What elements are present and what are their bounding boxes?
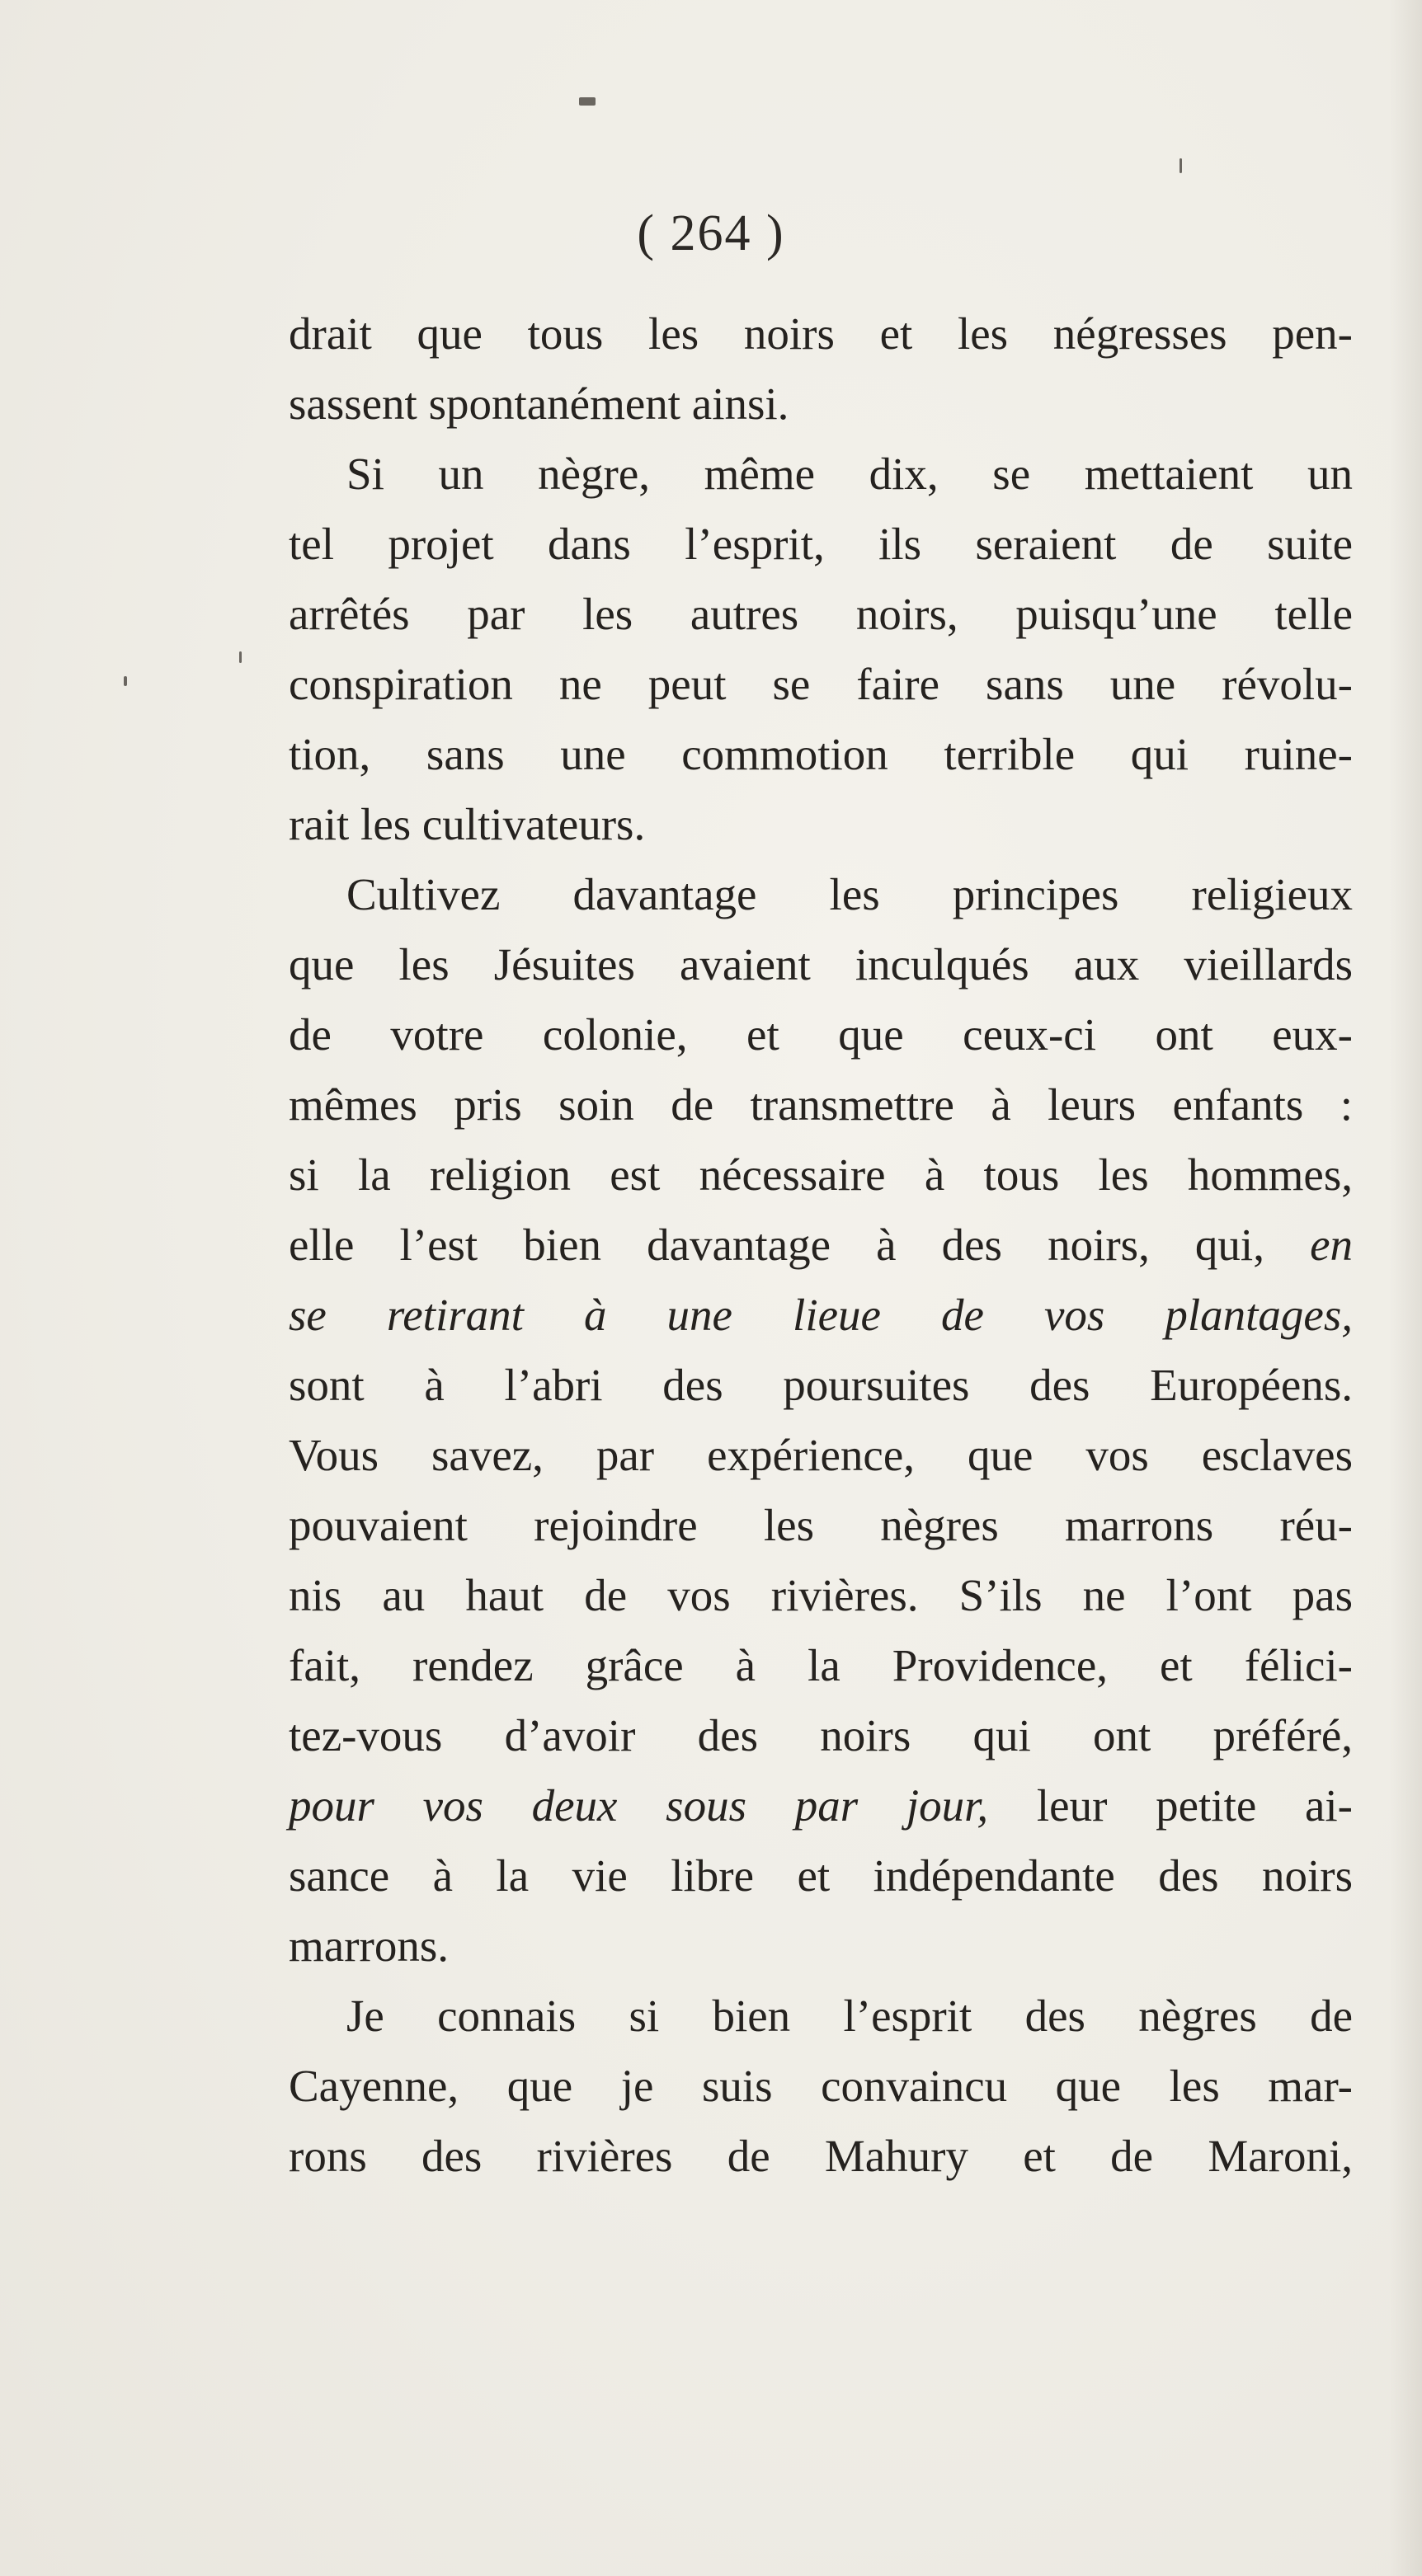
- text-run: fait, rendez grâce à la Providence, et félici-: [289, 1640, 1353, 1690]
- text-run: conspiration ne peut se faire sans une révolu-: [289, 659, 1353, 709]
- text-line: [289, 509, 1353, 579]
- text-line: [289, 1350, 1353, 1420]
- ink-speck: [579, 97, 596, 106]
- text-line: [289, 649, 1353, 719]
- text-run: sont à l’abri des poursuites des Européens.: [289, 1360, 1353, 1410]
- text-line: [289, 1700, 1353, 1770]
- text-line: [289, 1770, 1353, 1840]
- text-run: marrons.: [289, 1920, 449, 1971]
- text-line: [289, 1981, 1353, 2051]
- text-line: [289, 439, 1353, 509]
- text-run: drait que tous les noirs et les négresses pen-: [289, 308, 1353, 359]
- text-line: [289, 1069, 1353, 1140]
- text-line: [289, 2051, 1353, 2121]
- text-run: rons des rivières de Mahury et de Maroni,: [289, 2131, 1353, 2181]
- text-run: nis au haut de vos rivières. S’ils ne l’ont pas: [289, 1570, 1353, 1620]
- italic-text-run: en: [1310, 1220, 1353, 1270]
- text-line: [289, 298, 1353, 369]
- text-run: Vous savez, par expérience, que vos esclaves: [289, 1430, 1353, 1480]
- text-run: tel projet dans l’esprit, ils seraient de suite: [289, 519, 1353, 569]
- text-line: [289, 1280, 1353, 1350]
- text-run: tez-vous d’avoir des noirs qui ont préféré,: [289, 1710, 1353, 1760]
- text-line: [289, 999, 1353, 1069]
- text-run: que les Jésuites avaient inculqués aux vieillards: [289, 939, 1353, 990]
- text-run: de votre colonie, et que ceux-ci ont eux-: [289, 1009, 1353, 1060]
- text-run: arrêtés par les autres noirs, puisqu’une telle: [289, 589, 1353, 639]
- text-run: sance à la vie libre et indépendante des noirs: [289, 1850, 1353, 1901]
- text-line: [289, 2121, 1353, 2191]
- text-line: [289, 1560, 1353, 1630]
- text-line: [289, 1490, 1353, 1560]
- page-number: ( 264 ): [637, 205, 785, 261]
- text-line: [289, 1140, 1353, 1210]
- text-line: [289, 929, 1353, 999]
- text-run: si la religion est nécessaire à tous les hommes,: [289, 1149, 1353, 1200]
- body-text: [289, 298, 1353, 2191]
- text-line: [289, 719, 1353, 789]
- ink-speck: [124, 676, 127, 686]
- text-run: rait les cultivateurs.: [289, 799, 646, 849]
- text-run: pouvaient rejoindre les nègres marrons réu-: [289, 1500, 1353, 1550]
- text-line: [289, 1210, 1353, 1280]
- text-line: [289, 1840, 1353, 1911]
- ink-speck: [239, 651, 242, 663]
- text-line: [289, 1420, 1353, 1490]
- text-run: Si un nègre, même dix, se mettaient un: [346, 449, 1353, 499]
- ink-speck: [1180, 158, 1182, 173]
- text-line: [289, 789, 1353, 859]
- text-line: [289, 369, 1353, 439]
- text-run: Je connais si bien l’esprit des nègres de: [346, 1991, 1353, 2041]
- italic-text-run: se retirant à une lieue de vos plantages,: [289, 1290, 1353, 1340]
- italic-text-run: pour vos deux sous par jour,: [289, 1780, 989, 1831]
- text-run: mêmes pris soin de transmettre à leurs enfants :: [289, 1079, 1353, 1130]
- text-line: [289, 1911, 1353, 1981]
- text-run: elle l’est bien davantage à des noirs, qui,: [289, 1220, 1311, 1270]
- text-line: [289, 859, 1353, 929]
- text-run: Cayenne, que je suis convaincu que les mar-: [289, 2061, 1353, 2111]
- text-line: [289, 579, 1353, 649]
- text-line: [289, 1630, 1353, 1700]
- page-edge-shadow: [1389, 0, 1422, 2576]
- text-run: Cultivez davantage les principes religieux: [346, 869, 1353, 919]
- text-run: sassent spontanément ainsi.: [289, 378, 789, 429]
- text-run: tion, sans une commotion terrible qui ruine-: [289, 729, 1353, 779]
- text-run: leur petite ai-: [988, 1780, 1353, 1831]
